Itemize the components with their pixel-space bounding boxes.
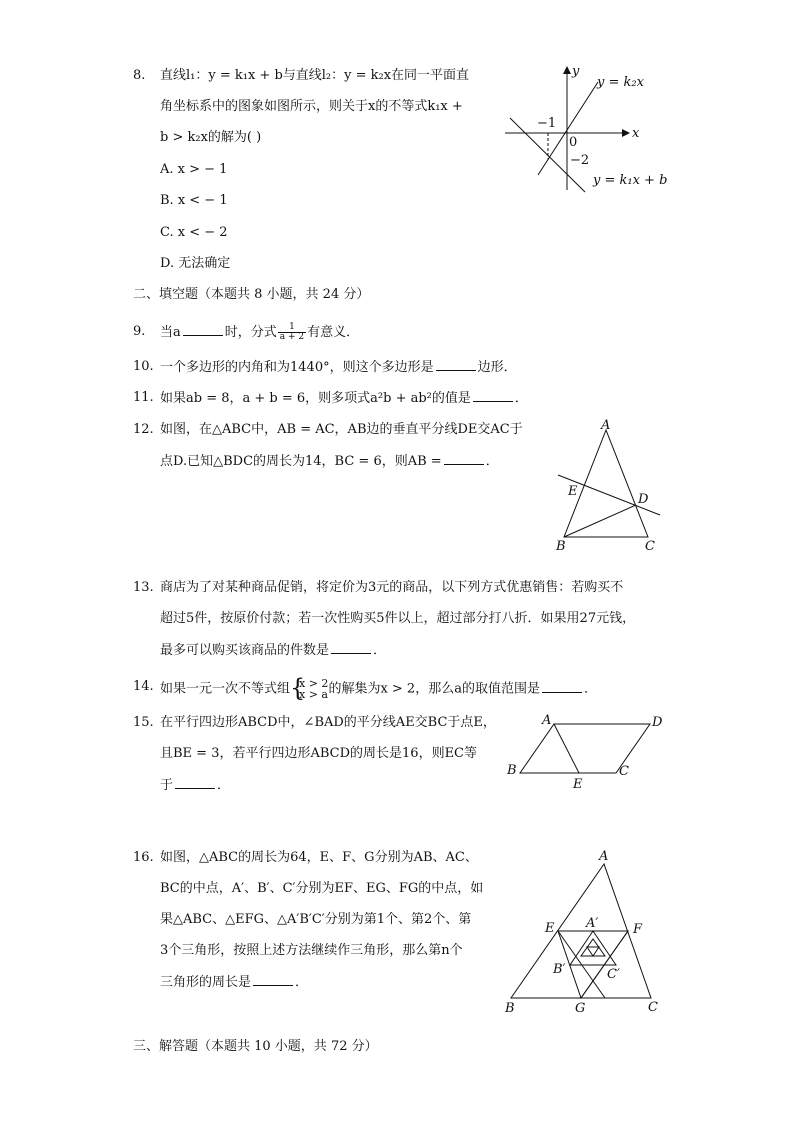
question-number: 12.: [133, 422, 154, 437]
answer-blank[interactable]: [444, 452, 484, 465]
point-e: E: [568, 484, 578, 499]
q8-figure: [500, 60, 680, 195]
question-text: [160, 452, 499, 471]
option-c: C. x < − 2: [160, 225, 228, 240]
q15-line3: 于: [160, 778, 174, 793]
parallelogram-abcd: [520, 724, 650, 773]
question-text: 3个三角形，按照上述方法继续作三角形，那么第n个: [160, 943, 463, 958]
answer-blank[interactable]: [542, 680, 582, 693]
bisector-ae: [554, 724, 579, 773]
question-number: 14.: [133, 679, 154, 694]
answer-blank[interactable]: [253, 973, 293, 986]
option-b: B. x < − 1: [160, 193, 228, 208]
q10-text: 一个多边形的内角和为1440°，则这个多边形是: [160, 360, 434, 375]
point-e: E: [573, 777, 583, 792]
question-text: b > k₂x的解为( ): [160, 130, 262, 145]
origin-label: 0: [569, 135, 578, 150]
point-c-prime: C′: [607, 967, 620, 982]
q10-post: 边形．: [477, 360, 517, 375]
q9-post: 有意义．: [307, 325, 360, 340]
q9-pre: 当a: [160, 325, 181, 340]
q11-text: 如果ab = 8，a + b = 6，则多项式a²b + ab²的值是: [160, 391, 471, 406]
question-number: 13.: [133, 580, 154, 595]
question-text: [160, 973, 308, 992]
question-text: 角坐标系中的图象如图所示，则关于x的不等式k₁x +: [160, 99, 463, 114]
vertex-c: C: [645, 539, 655, 554]
question-text: 果△ABC、△EFG、△A′B′C′分别为第1个、第2个、第: [160, 912, 472, 927]
label-neg2: −2: [570, 153, 590, 168]
question-text: [160, 389, 528, 408]
answer-blank[interactable]: [183, 323, 223, 336]
vertex-d: D: [652, 715, 663, 730]
option-d: D. 无法确定: [160, 256, 231, 271]
label-neg1: −1: [537, 116, 557, 131]
vertex-b: B: [556, 539, 566, 554]
question-number: 11.: [133, 390, 154, 405]
point-d: D: [638, 492, 649, 507]
triangle-a1b1c1: [570, 931, 616, 965]
inequality-1: x > 2: [299, 677, 329, 690]
q16-figure: [495, 843, 675, 1023]
answer-blank[interactable]: [175, 776, 215, 789]
q16-line5: 三角形的周长是: [160, 975, 252, 990]
inequality-2: x > a: [299, 688, 328, 701]
point-b-prime: B′: [553, 962, 566, 977]
q9-mid: 时，分式: [224, 325, 277, 340]
section-heading: 二、填空题（本题共 8 小题，共 24 分）: [133, 287, 370, 302]
q13-line3: 最多可以购买该商品的件数是: [160, 643, 330, 658]
question-text: [160, 641, 386, 660]
section-heading: 三、解答题（本题共 10 小题，共 72 分）: [133, 1039, 378, 1054]
vertex-b: B: [507, 763, 517, 778]
line-label-k2x: y = k₂x: [597, 75, 644, 90]
axis-y-label: y: [572, 64, 580, 79]
q16-post: ．: [295, 975, 309, 990]
q14-pre: 如果一元一次不等式组: [160, 681, 291, 697]
point-a-prime: A′: [586, 916, 599, 931]
fraction: [278, 323, 306, 342]
q14-mid: 的解集为x > 2，那么a的取值范围是: [328, 681, 540, 697]
inequality-system: [290, 674, 329, 702]
question-text: [160, 358, 517, 377]
brace-icon: {: [290, 674, 306, 702]
answer-blank[interactable]: [436, 358, 476, 371]
vertex-a: A: [599, 849, 609, 864]
q13-post: ．: [373, 643, 387, 658]
question-text: 直线l₁：y = k₁x + b与直线l₂：y = k₂x在同一平面直: [160, 68, 470, 83]
q15-figure: [500, 708, 670, 793]
question-text: [160, 674, 597, 702]
answer-blank[interactable]: [473, 389, 513, 402]
option-a: A. x > − 1: [160, 162, 228, 177]
q11-post: ．: [514, 391, 528, 406]
question-text: 商店为了对某种商品促销，将定价为3元的商品，以下列方式优惠销售：若购买不: [160, 580, 624, 595]
vertex-b: B: [505, 1001, 515, 1016]
q12-line2: 点D.已知△BDC的周长为14，BC = 6，则AB =: [160, 454, 442, 469]
fraction-denominator: a + 2: [279, 332, 305, 342]
vertex-c: C: [619, 764, 629, 779]
question-number: 15.: [133, 715, 154, 730]
point-f: F: [633, 922, 643, 937]
question-number: 10.: [133, 359, 154, 374]
question-number: 16.: [133, 850, 154, 865]
line-label-k1x-b: y = k₁x + b: [593, 173, 668, 188]
question-number: 9.: [133, 324, 146, 339]
question-text: 如图，在△ABC中，AB = AC，AB边的垂直平分线DE交AC于: [160, 422, 523, 437]
q12-figure: [548, 415, 668, 555]
square-inner: [558, 931, 628, 965]
question-text: BC的中点，A′、B′、C′分别为EF、EG、FG的中点，如: [160, 881, 484, 896]
question-text: 且BE = 3，若平行四边形ABCD的周长是16，则EC等: [160, 746, 478, 761]
vertex-a: A: [601, 418, 611, 433]
question-text: 如图，△ABC的周长为64，E、F、G分别为AB、AC、: [160, 850, 478, 865]
q14-post: ．: [583, 681, 597, 697]
axis-x-label: x: [632, 126, 640, 141]
fraction-numerator: 1: [278, 323, 306, 333]
question-number: 8.: [133, 68, 146, 83]
point-e: E: [545, 921, 555, 936]
q12-post: ．: [485, 454, 499, 469]
vertex-a: A: [542, 713, 552, 728]
vertex-c: C: [648, 1000, 658, 1015]
point-g: G: [575, 1001, 586, 1016]
q15-post: ．: [217, 778, 231, 793]
triangle-small-2: [587, 947, 599, 956]
question-text: [160, 323, 359, 342]
question-text: [160, 776, 230, 795]
answer-blank[interactable]: [331, 641, 371, 654]
question-text: 在平行四边形ABCD中，∠BAD的平分线AE交BC于点E，: [160, 715, 496, 730]
question-text: 超过5件，按原价付款；若一次性购买5件以上，超过部分打八折．如果用27元钱，: [160, 611, 636, 626]
